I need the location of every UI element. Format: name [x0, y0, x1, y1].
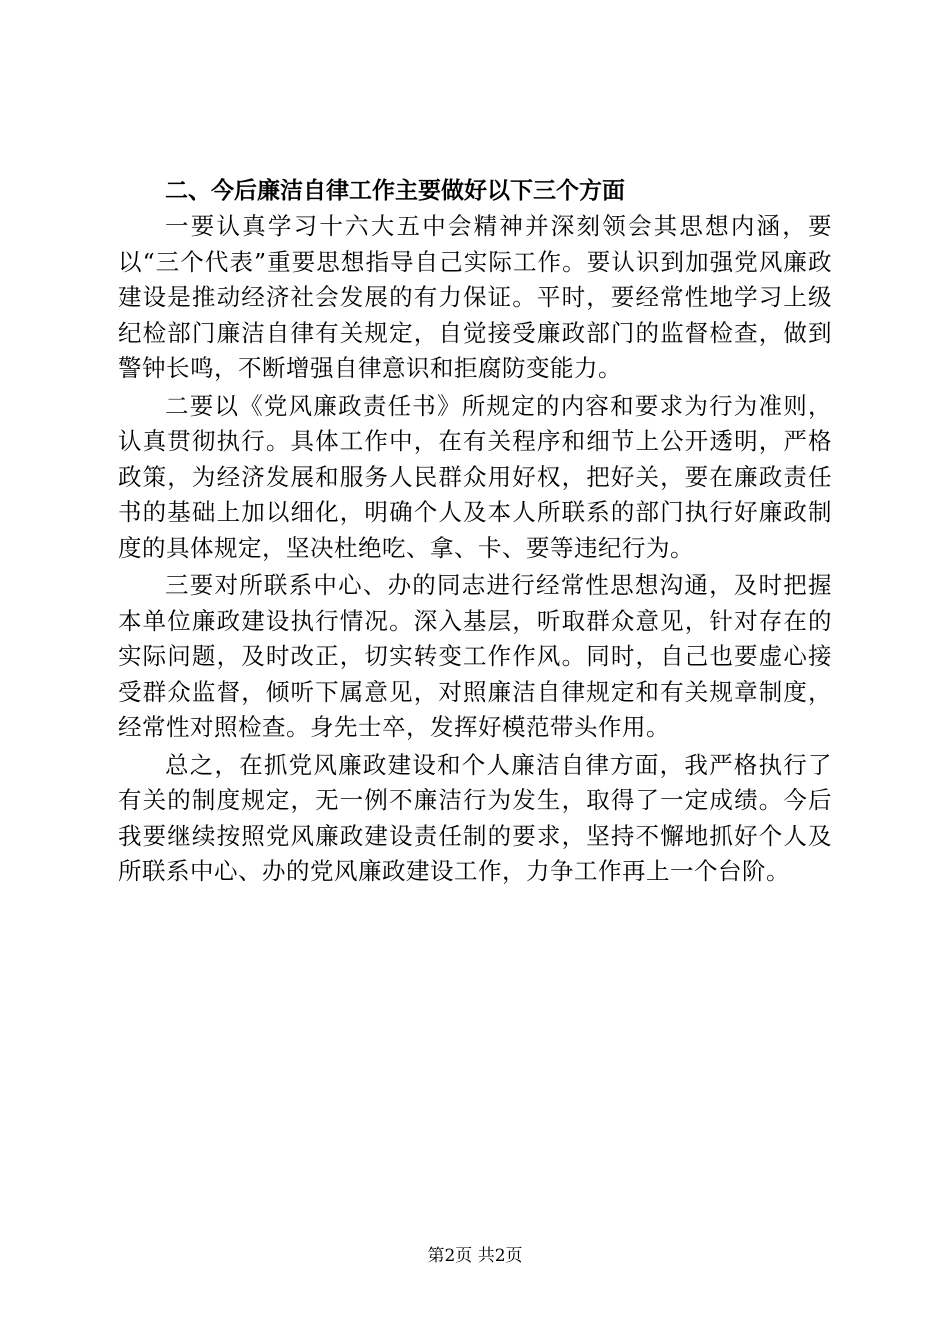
- paragraph-3: 三要对所联系中心、办的同志进行经常性思想沟通，及时把握本单位廉政建设执行情况。深入基层，听取群众意见，针对存在的实际问题，及时改正，切实转变工作作风。同时，自己也要虚心接受群众监督，倾听下属意见，对照廉洁自律规定和有关规章制度，经常性对照检查。身先士卒，发挥好模范带头作用。: [118, 571, 832, 741]
- paragraph-4: 总之，在抓党风廉政建设和个人廉洁自律方面，我严格执行了有关的制度规定，无一例不廉洁行为发生，取得了一定成绩。今后我要继续按照党风廉政建设责任制的要求，坚持不懈地抓好个人及所联系中心、办的党风廉政建设工作，力争工作再上一个台阶。: [118, 750, 832, 885]
- section-heading: 二、今后廉洁自律工作主要做好以下三个方面: [165, 178, 625, 204]
- paragraph-2: 二要以《党风廉政责任书》所规定的内容和要求为行为准则，认真贯彻执行。具体工作中，在有关程序和细节上公开透明，严格政策，为经济发展和服务人民群众用好权，把好关，要在廉政责任书的基础上加以细化，明确个人及本人所联系的部门执行好廉政制度的具体规定，坚决杜绝吃、拿、卡、要等违纪行为。: [118, 391, 832, 562]
- document-body: [118, 173, 832, 892]
- page-number-footer: 第2页 共2页: [427, 1246, 523, 1266]
- paragraph-1: 一要认真学习十六大五中会精神并深刻领会其思想内涵，要以“三个代表”重要思想指导自己实际工作。要认识到加强党风廉政建设是推动经济社会发展的有力保证。平时，要经常性地学习上级纪检部门廉洁自律有关规定，自觉接受廉政部门的监督检查，做到警钟长鸣，不断增强自律意识和拒腐防变能力。: [118, 212, 832, 382]
